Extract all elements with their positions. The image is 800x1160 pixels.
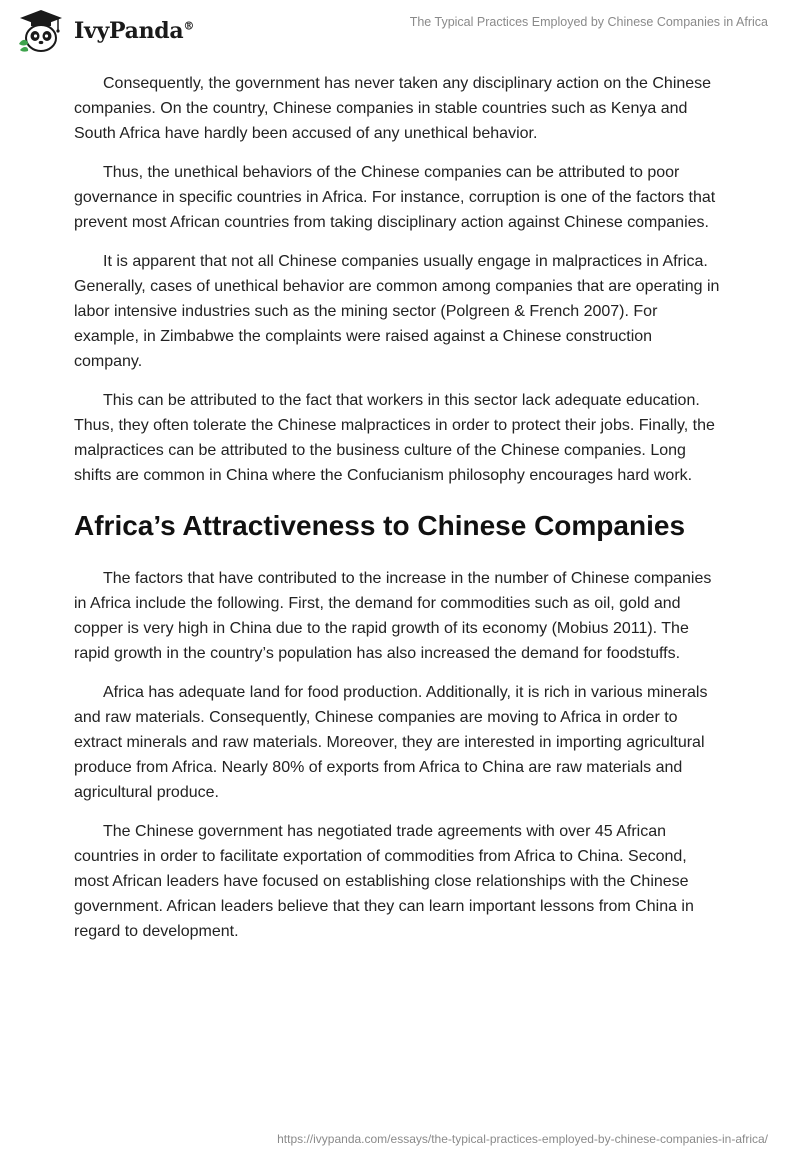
paragraph: The factors that have contributed to the increase in the number of Chinese companies in Africa include the following. First, the demand for commodities such as oil, gold and copper is very high in China due to the rapid growth of its economy (Mobius 2011). The rapid growth in the country’s population has also increased the demand for foodstuffs. bbox=[74, 570, 712, 662]
paragraph: Thus, the unethical behaviors of the Chinese companies can be attributed to poor governance in specific countries in Africa. For instance, corruption is one of the factors that prevent most African countries from taking disciplinary action against Chinese companies. bbox=[74, 164, 716, 231]
essay-body bbox=[74, 70, 724, 958]
section-heading: Africa’s Attractiveness to Chinese Companies bbox=[74, 510, 686, 541]
page-header bbox=[0, 0, 800, 70]
paragraph: Africa has adequate land for food production. Additionally, it is rich in various minerals and raw materials. Consequently, Chinese companies are moving to Africa in order to extract minerals and raw materials. Moreover, they are interested in importing agricultural produce from Africa. Nearly 80% of exports from Africa to China are raw materials and agricultural produce. bbox=[74, 684, 708, 801]
document-title: The Typical Practices Employed by Chinese Companies in Africa bbox=[409, 15, 768, 29]
source-url-link[interactable]: https://ivypanda.com/essays/the-typical-practices-employed-by-chinese-companies-in-africa/ bbox=[277, 1132, 768, 1146]
paragraph: The Chinese government has negotiated trade agreements with over 45 African countries in order to facilitate exportation of commodities from Africa to China. Second, most African leaders have focused on establishing close relationships with the Chinese government. African leaders believe that they can learn important lessons from China in regard to development. bbox=[74, 823, 694, 940]
paragraph: Consequently, the government has never taken any disciplinary action on the Chinese companies. On the country, Chinese companies in stable countries such as Kenya and South Africa have hardly been accused of any unethical behavior. bbox=[74, 75, 712, 142]
brand-logo[interactable] bbox=[16, 8, 194, 54]
registered-mark: ® bbox=[183, 19, 195, 33]
panda-mascot-icon bbox=[16, 8, 66, 54]
brand-name: IvyPanda® bbox=[74, 18, 195, 44]
paragraph: It is apparent that not all Chinese companies usually engage in malpractices in Africa. Generally, cases of unethical behavior are common among companies that are operating in labor intensive industries such as the mining sector (Polgreen & French 2007). For example, in Zimbabwe the complaints were raised against a Chinese construction company. bbox=[74, 253, 720, 370]
paragraph: This can be attributed to the fact that workers in this sector lack adequate education. Thus, they often tolerate the Chinese malpractices in order to protect their jobs. Finally, the malpractices can be attributed to the business culture of the Chinese companies. Long shifts are common in China where the Confucianism philosophy encourages hard work. bbox=[74, 392, 715, 484]
